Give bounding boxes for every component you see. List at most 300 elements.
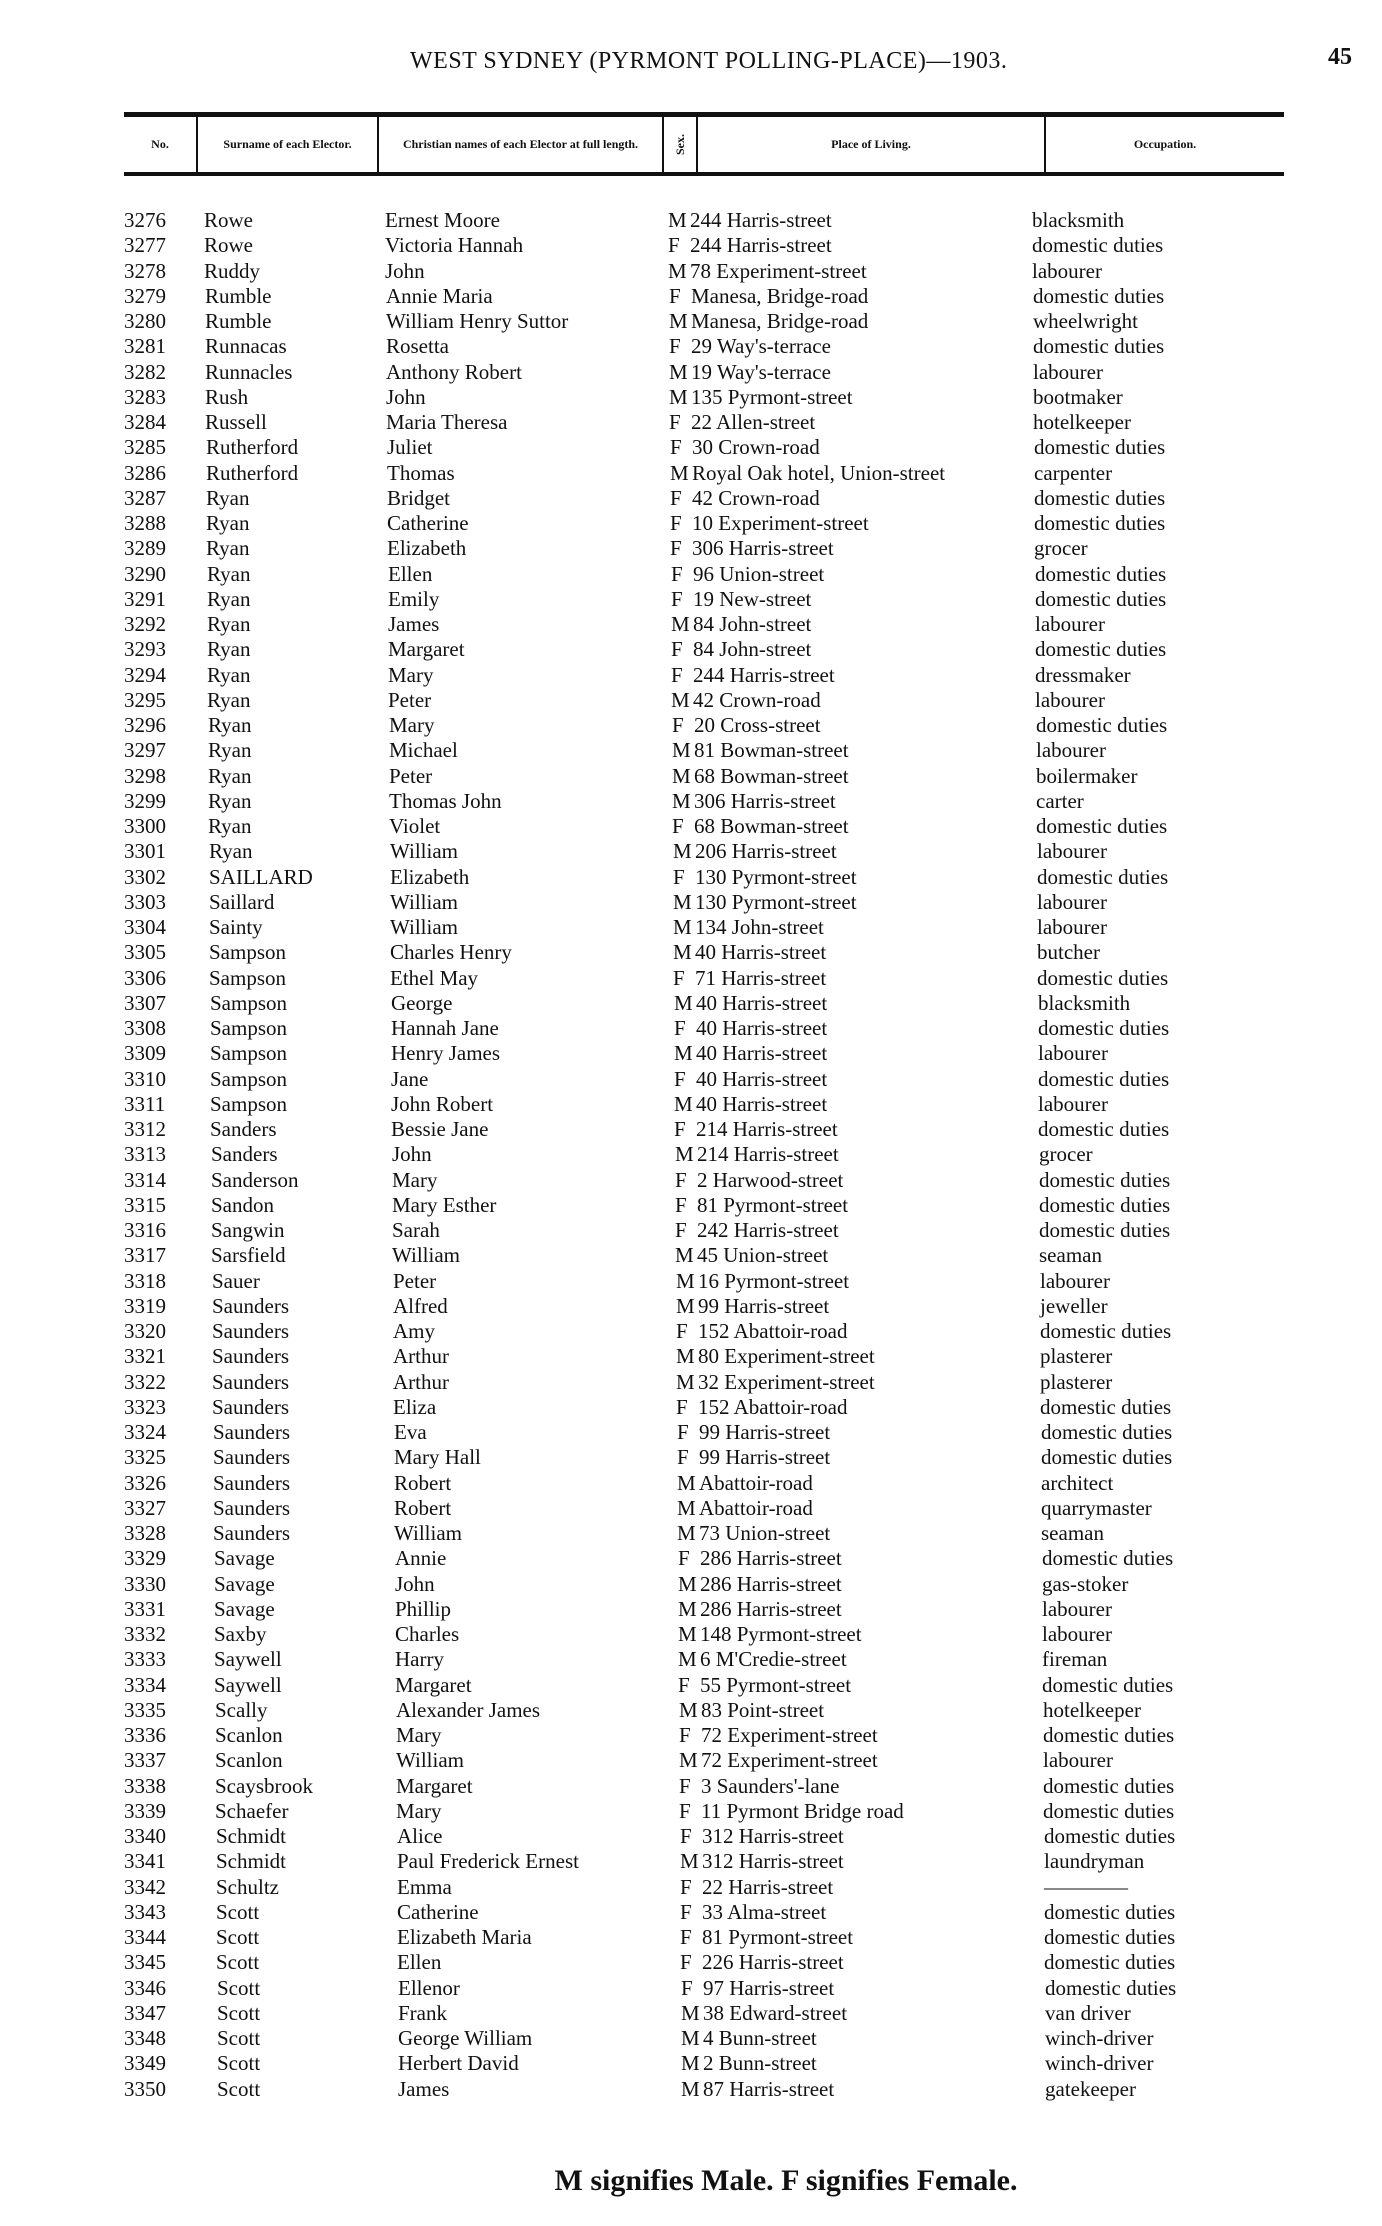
elector-occupation: labourer bbox=[1038, 1041, 1108, 1066]
elector-sex: F bbox=[675, 1218, 687, 1242]
electors-list bbox=[0, 208, 1382, 2102]
elector-place-of-living: 214 Harris-street bbox=[696, 1117, 838, 1141]
elector-sex: M bbox=[680, 1849, 699, 1874]
elector-sex: F bbox=[680, 1925, 692, 1949]
elector-number: 3284 bbox=[124, 410, 166, 434]
elector-place-of-living: 6 M'Credie-street bbox=[700, 1647, 847, 1672]
elector-number: 3322 bbox=[124, 1369, 166, 1394]
elector-surname: Rush bbox=[205, 384, 249, 409]
elector-sex: F bbox=[675, 1167, 687, 1192]
elector-occupation: jeweller bbox=[1040, 1293, 1108, 1318]
elector-occupation: boilermaker bbox=[1036, 763, 1138, 788]
elector-christian-names: Frank bbox=[398, 2000, 447, 2025]
elector-occupation: domestic duties bbox=[1044, 1824, 1176, 1848]
elector-occupation: labourer bbox=[1042, 1622, 1112, 1646]
elector-number: 3309 bbox=[124, 1041, 166, 1066]
elector-occupation: gas-stoker bbox=[1042, 1571, 1129, 1596]
elector-surname: Sanderson bbox=[211, 1167, 299, 1192]
elector-place-of-living: 38 Edward-street bbox=[703, 2000, 848, 2025]
elector-occupation: domestic duties bbox=[1043, 1723, 1175, 1747]
elector-row bbox=[0, 486, 1382, 511]
elector-row bbox=[0, 1294, 1382, 1319]
elector-occupation: domestic duties bbox=[1039, 1218, 1171, 1242]
elector-place-of-living: 42 Crown-road bbox=[692, 485, 820, 510]
elector-row bbox=[0, 1647, 1382, 1672]
elector-sex: M bbox=[669, 309, 688, 333]
elector-surname: Scally bbox=[215, 1697, 268, 1722]
elector-place-of-living: 84 John-street bbox=[693, 612, 812, 636]
elector-number: 3282 bbox=[124, 359, 166, 384]
elector-sex: F bbox=[670, 485, 682, 510]
elector-christian-names: William bbox=[396, 1748, 464, 1773]
elector-number: 3304 bbox=[124, 915, 166, 939]
elector-christian-names: James bbox=[398, 2076, 450, 2101]
elector-christian-names: Charles bbox=[395, 1622, 460, 1646]
elector-christian-names: Michael bbox=[389, 738, 458, 763]
elector-number: 3285 bbox=[124, 435, 166, 460]
elector-row bbox=[0, 1117, 1382, 1142]
elector-occupation: domestic duties bbox=[1044, 1950, 1176, 1975]
elector-place-of-living: 84 John-street bbox=[693, 637, 812, 662]
elector-christian-names: Arthur bbox=[393, 1344, 449, 1369]
elector-sex: M bbox=[673, 915, 692, 939]
elector-number: 3291 bbox=[124, 586, 166, 611]
elector-sex: F bbox=[679, 1773, 691, 1798]
elector-surname: Scanlon bbox=[215, 1723, 283, 1747]
elector-row bbox=[0, 1420, 1382, 1445]
elector-christian-names: John bbox=[386, 384, 426, 409]
elector-place-of-living: 99 Harris-street bbox=[698, 1293, 830, 1318]
elector-christian-names: Herbert David bbox=[398, 2051, 519, 2076]
elector-christian-names: Sarah bbox=[392, 1218, 440, 1242]
elector-number: 3320 bbox=[124, 1319, 166, 1343]
elector-row bbox=[0, 1950, 1382, 1975]
elector-row bbox=[0, 1976, 1382, 2001]
elector-sex: M bbox=[671, 612, 690, 636]
elector-christian-names: Mary Hall bbox=[394, 1445, 481, 1470]
elector-sex: F bbox=[668, 233, 680, 258]
elector-occupation: labourer bbox=[1037, 839, 1107, 864]
elector-place-of-living: 135 Pyrmont-street bbox=[691, 384, 853, 409]
elector-row bbox=[0, 536, 1382, 561]
elector-surname: Sarsfield bbox=[211, 1243, 286, 1268]
elector-surname: Ryan bbox=[208, 788, 252, 813]
elector-sex: F bbox=[673, 864, 685, 889]
elector-number: 3334 bbox=[124, 1672, 166, 1697]
elector-sex: M bbox=[672, 763, 691, 788]
elector-place-of-living: 45 Union-street bbox=[697, 1243, 829, 1268]
elector-surname: Rutherford bbox=[206, 460, 299, 485]
elector-occupation: domestic duties bbox=[1040, 1319, 1172, 1343]
elector-row bbox=[0, 2077, 1382, 2102]
elector-christian-names: William bbox=[392, 1243, 460, 1268]
elector-row bbox=[0, 1925, 1382, 1950]
elector-number: 3288 bbox=[124, 511, 166, 535]
elector-sex: F bbox=[670, 511, 682, 535]
elector-sex: M bbox=[679, 1748, 698, 1773]
elector-sex: M bbox=[679, 1697, 698, 1722]
elector-number: 3316 bbox=[124, 1218, 166, 1242]
elector-christian-names: William Henry Suttor bbox=[386, 309, 569, 333]
elector-row bbox=[0, 1799, 1382, 1824]
elector-row bbox=[0, 1723, 1382, 1748]
elector-number: 3298 bbox=[124, 763, 166, 788]
elector-number: 3349 bbox=[124, 2051, 166, 2076]
elector-number: 3342 bbox=[124, 1874, 166, 1899]
elector-occupation: ———— bbox=[1044, 1874, 1128, 1899]
elector-place-of-living: 206 Harris-street bbox=[695, 839, 837, 864]
elector-place-of-living: 40 Harris-street bbox=[696, 990, 828, 1015]
elector-surname: Scott bbox=[216, 1925, 260, 1949]
elector-occupation: domestic duties bbox=[1032, 233, 1164, 258]
elector-place-of-living: 40 Harris-street bbox=[696, 1066, 828, 1091]
elector-occupation: hotelkeeper bbox=[1033, 410, 1131, 434]
elector-sex: M bbox=[678, 1596, 697, 1621]
elector-number: 3347 bbox=[124, 2000, 166, 2025]
elector-row bbox=[0, 2026, 1382, 2051]
elector-surname: Saunders bbox=[213, 1495, 290, 1520]
elector-row bbox=[0, 1849, 1382, 1874]
elector-christian-names: Elizabeth bbox=[387, 536, 467, 561]
elector-christian-names: Alfred bbox=[393, 1293, 448, 1318]
elector-row bbox=[0, 562, 1382, 587]
elector-christian-names: Margaret bbox=[396, 1773, 473, 1798]
elector-number: 3293 bbox=[124, 637, 166, 662]
elector-sex: M bbox=[672, 788, 691, 813]
elector-sex: F bbox=[671, 561, 683, 586]
elector-christian-names: Bridget bbox=[387, 485, 450, 510]
elector-occupation: labourer bbox=[1032, 258, 1102, 283]
elector-occupation: wheelwright bbox=[1033, 309, 1138, 333]
elector-sex: F bbox=[674, 1117, 686, 1141]
elector-christian-names: Mary bbox=[392, 1167, 438, 1192]
elector-christian-names: Peter bbox=[388, 687, 432, 712]
elector-place-of-living: 312 Harris-street bbox=[702, 1849, 844, 1874]
elector-christian-names: Peter bbox=[393, 1268, 437, 1293]
elector-christian-names: Mary bbox=[396, 1723, 442, 1747]
elector-row bbox=[0, 1218, 1382, 1243]
elector-sex: M bbox=[677, 1470, 696, 1495]
elector-christian-names: Catherine bbox=[397, 1899, 479, 1924]
elector-place-of-living: 78 Experiment-street bbox=[690, 258, 867, 283]
elector-surname: Sainty bbox=[209, 915, 263, 939]
elector-number: 3331 bbox=[124, 1596, 166, 1621]
elector-christian-names: Ernest Moore bbox=[385, 208, 500, 232]
elector-sex: F bbox=[680, 1824, 692, 1848]
elector-row bbox=[0, 738, 1382, 763]
elector-place-of-living: 97 Harris-street bbox=[703, 1975, 835, 2000]
elector-occupation: seaman bbox=[1039, 1243, 1102, 1268]
elector-place-of-living: 10 Experiment-street bbox=[692, 511, 869, 535]
elector-occupation: labourer bbox=[1040, 1268, 1110, 1293]
elector-surname: Scott bbox=[217, 2026, 261, 2050]
elector-number: 3294 bbox=[124, 662, 166, 687]
elector-row bbox=[0, 2051, 1382, 2076]
elector-sex: F bbox=[670, 435, 682, 460]
elector-sex: M bbox=[676, 1344, 695, 1369]
elector-row bbox=[0, 284, 1382, 309]
elector-place-of-living: 152 Abattoir-road bbox=[698, 1394, 848, 1419]
elector-surname: Scott bbox=[216, 1950, 260, 1975]
elector-occupation: domestic duties bbox=[1045, 1975, 1177, 2000]
elector-surname: Schultz bbox=[216, 1874, 279, 1899]
elector-christian-names: Henry James bbox=[391, 1041, 501, 1066]
elector-surname: Scott bbox=[216, 1899, 260, 1924]
elector-sex: M bbox=[671, 687, 690, 712]
page-title: WEST SYDNEY (PYRMONT POLLING-PLACE)—1903. bbox=[410, 48, 1008, 74]
elector-row bbox=[0, 1092, 1382, 1117]
sex-legend-text: M signifies Male. F signifies Female. bbox=[554, 2164, 1018, 2197]
elector-christian-names: Mary bbox=[388, 662, 434, 687]
sex-legend bbox=[0, 2164, 1382, 2198]
elector-occupation: hotelkeeper bbox=[1043, 1697, 1141, 1722]
elector-sex: F bbox=[680, 1899, 692, 1924]
elector-sex: M bbox=[676, 1369, 695, 1394]
elector-occupation: domestic duties bbox=[1034, 485, 1166, 510]
elector-number: 3287 bbox=[124, 485, 166, 510]
elector-number: 3296 bbox=[124, 713, 166, 737]
elector-christian-names: Harry bbox=[395, 1647, 444, 1672]
elector-occupation: architect bbox=[1041, 1470, 1114, 1495]
elector-occupation: domestic duties bbox=[1039, 1167, 1171, 1192]
elector-row bbox=[0, 1875, 1382, 1900]
elector-place-of-living: 40 Harris-street bbox=[696, 1091, 828, 1116]
elector-occupation: winch-driver bbox=[1045, 2026, 1154, 2050]
elector-number: 3300 bbox=[124, 814, 166, 838]
elector-sex: F bbox=[670, 536, 682, 561]
elector-occupation: domestic duties bbox=[1038, 1066, 1170, 1091]
elector-place-of-living: 42 Crown-road bbox=[693, 687, 821, 712]
elector-number: 3323 bbox=[124, 1394, 166, 1419]
elector-sex: F bbox=[672, 814, 684, 838]
elector-row bbox=[0, 865, 1382, 890]
elector-surname: Saunders bbox=[212, 1394, 289, 1419]
elector-surname: Saunders bbox=[213, 1445, 290, 1470]
elector-christian-names: Margaret bbox=[388, 637, 465, 662]
elector-occupation: quarrymaster bbox=[1041, 1495, 1152, 1520]
elector-number: 3340 bbox=[124, 1824, 166, 1848]
elector-sex: M bbox=[673, 889, 692, 914]
elector-number: 3328 bbox=[124, 1521, 166, 1545]
elector-occupation: grocer bbox=[1039, 1142, 1093, 1167]
elector-row bbox=[0, 233, 1382, 258]
elector-surname: Schaefer bbox=[215, 1798, 289, 1823]
elector-christian-names: Eva bbox=[394, 1420, 427, 1444]
elector-row bbox=[0, 1067, 1382, 1092]
elector-surname: Ryan bbox=[208, 738, 252, 763]
elector-row bbox=[0, 688, 1382, 713]
elector-christian-names: Juliet bbox=[387, 435, 433, 460]
elector-surname: Rutherford bbox=[206, 435, 299, 460]
elector-surname: Sampson bbox=[209, 965, 287, 990]
elector-occupation: labourer bbox=[1033, 359, 1103, 384]
elector-sex: F bbox=[671, 586, 683, 611]
elector-place-of-living: 55 Pyrmont-street bbox=[700, 1672, 852, 1697]
elector-place-of-living: 33 Alma-street bbox=[702, 1899, 827, 1924]
elector-place-of-living: 286 Harris-street bbox=[700, 1546, 842, 1571]
elector-row bbox=[0, 334, 1382, 359]
elector-row bbox=[0, 1546, 1382, 1571]
elector-row bbox=[0, 208, 1382, 233]
elector-surname: Sanders bbox=[211, 1142, 278, 1167]
elector-row bbox=[0, 1824, 1382, 1849]
elector-number: 3326 bbox=[124, 1470, 166, 1495]
elector-surname: Savage bbox=[214, 1546, 275, 1571]
elector-number: 3318 bbox=[124, 1268, 166, 1293]
elector-sex: M bbox=[668, 208, 687, 232]
elector-sex: M bbox=[678, 1571, 697, 1596]
elector-sex: M bbox=[672, 738, 691, 763]
elector-christian-names: Mary bbox=[396, 1798, 442, 1823]
elector-occupation: grocer bbox=[1034, 536, 1088, 561]
elector-christian-names: George William bbox=[398, 2026, 533, 2050]
elector-sex: F bbox=[680, 1950, 692, 1975]
elector-christian-names: Emily bbox=[388, 586, 440, 611]
elector-row bbox=[0, 1370, 1382, 1395]
elector-sex: F bbox=[669, 334, 681, 359]
elector-row bbox=[0, 259, 1382, 284]
elector-occupation: domestic duties bbox=[1033, 283, 1165, 308]
elector-occupation: dressmaker bbox=[1035, 662, 1131, 687]
elector-place-of-living: 87 Harris-street bbox=[703, 2076, 835, 2101]
elector-christian-names: Robert bbox=[394, 1470, 452, 1495]
elector-surname: Ryan bbox=[209, 839, 253, 864]
elector-place-of-living: 3 Saunders'-lane bbox=[701, 1773, 840, 1798]
elector-surname: Saunders bbox=[213, 1420, 290, 1444]
elector-row bbox=[0, 511, 1382, 536]
elector-place-of-living: Abattoir-road bbox=[699, 1495, 813, 1520]
elector-christian-names: William bbox=[394, 1521, 462, 1545]
elector-row bbox=[0, 1243, 1382, 1268]
elector-occupation: domestic duties bbox=[1038, 1016, 1170, 1040]
elector-sex: F bbox=[679, 1798, 691, 1823]
elector-row bbox=[0, 637, 1382, 662]
elector-sex: F bbox=[678, 1672, 690, 1697]
elector-sex: M bbox=[675, 1243, 694, 1268]
elector-occupation: domestic duties bbox=[1042, 1546, 1174, 1571]
elector-christian-names: Amy bbox=[393, 1319, 435, 1343]
elector-row bbox=[0, 1269, 1382, 1294]
elector-occupation: domestic duties bbox=[1036, 713, 1168, 737]
elector-row bbox=[0, 1572, 1382, 1597]
elector-occupation: domestic duties bbox=[1040, 1394, 1172, 1419]
elector-sex: M bbox=[678, 1647, 697, 1672]
elector-place-of-living: 286 Harris-street bbox=[700, 1571, 842, 1596]
elector-place-of-living: 286 Harris-street bbox=[700, 1596, 842, 1621]
elector-row bbox=[0, 1016, 1382, 1041]
page-header bbox=[0, 44, 1382, 80]
elector-surname: Sampson bbox=[210, 1066, 288, 1091]
elector-christian-names: Annie bbox=[395, 1546, 447, 1571]
elector-number: 3310 bbox=[124, 1066, 166, 1091]
elector-row bbox=[0, 713, 1382, 738]
elector-christian-names: Victoria Hannah bbox=[385, 233, 524, 258]
elector-surname: Ryan bbox=[208, 814, 252, 838]
elector-sex: F bbox=[671, 637, 683, 662]
elector-row bbox=[0, 360, 1382, 385]
elector-number: 3295 bbox=[124, 687, 166, 712]
elector-place-of-living: Royal Oak hotel, Union-street bbox=[692, 460, 946, 485]
elector-christian-names: William bbox=[390, 889, 458, 914]
elector-place-of-living: 306 Harris-street bbox=[694, 788, 836, 813]
elector-number: 3281 bbox=[124, 334, 166, 359]
elector-christian-names: Mary Esther bbox=[392, 1192, 497, 1217]
elector-number: 3280 bbox=[124, 309, 166, 333]
page-number: 45 bbox=[1328, 44, 1352, 70]
elector-number: 3319 bbox=[124, 1293, 166, 1318]
elector-number: 3314 bbox=[124, 1167, 166, 1192]
elector-row bbox=[0, 461, 1382, 486]
elector-sex: F bbox=[681, 1975, 693, 2000]
elector-number: 3311 bbox=[124, 1091, 166, 1116]
elector-place-of-living: 29 Way's-terrace bbox=[691, 334, 831, 359]
elector-surname: Scott bbox=[217, 2051, 261, 2076]
elector-number: 3330 bbox=[124, 1571, 166, 1596]
elector-surname: Savage bbox=[214, 1596, 275, 1621]
elector-christian-names: Bessie Jane bbox=[391, 1117, 489, 1141]
elector-row bbox=[0, 587, 1382, 612]
elector-occupation: carter bbox=[1036, 788, 1084, 813]
elector-row bbox=[0, 1395, 1382, 1420]
elector-number: 3315 bbox=[124, 1192, 166, 1217]
elector-surname: Saunders bbox=[212, 1319, 289, 1343]
elector-number: 3346 bbox=[124, 1975, 166, 2000]
elector-surname: Saunders bbox=[212, 1369, 289, 1394]
elector-christian-names: William bbox=[390, 839, 458, 864]
elector-row bbox=[0, 940, 1382, 965]
elector-row bbox=[0, 2001, 1382, 2026]
elector-number: 3299 bbox=[124, 788, 166, 813]
elector-sex: M bbox=[673, 839, 692, 864]
elector-christian-names: Maria Theresa bbox=[386, 410, 508, 434]
elector-occupation: domestic duties bbox=[1039, 1192, 1171, 1217]
elector-sex: M bbox=[681, 2076, 700, 2101]
elector-christian-names: Mary bbox=[389, 713, 435, 737]
elector-surname: Sampson bbox=[210, 1041, 288, 1066]
elector-place-of-living: 81 Bowman-street bbox=[694, 738, 849, 763]
elector-number: 3277 bbox=[124, 233, 166, 258]
elector-sex: M bbox=[670, 460, 689, 485]
elector-number: 3332 bbox=[124, 1622, 166, 1646]
elector-occupation: domestic duties bbox=[1044, 1925, 1176, 1949]
elector-surname: Saunders bbox=[213, 1470, 290, 1495]
elector-place-of-living: 96 Union-street bbox=[693, 561, 825, 586]
elector-occupation: plasterer bbox=[1040, 1344, 1113, 1369]
elector-row bbox=[0, 1673, 1382, 1698]
elector-surname: Ryan bbox=[207, 612, 251, 636]
elector-sex: M bbox=[668, 258, 687, 283]
elector-surname: Scott bbox=[217, 2076, 261, 2101]
elector-place-of-living: 71 Harris-street bbox=[695, 965, 827, 990]
elector-christian-names: Alice bbox=[397, 1824, 443, 1848]
elector-surname: Rowe bbox=[204, 233, 253, 258]
elector-number: 3303 bbox=[124, 889, 166, 914]
elector-surname: Sampson bbox=[210, 1016, 288, 1040]
elector-place-of-living: 72 Experiment-street bbox=[701, 1723, 878, 1747]
elector-occupation: domestic duties bbox=[1043, 1798, 1175, 1823]
col-head-surname: Surname of each Elector. bbox=[198, 117, 379, 172]
elector-christian-names: Charles Henry bbox=[390, 940, 512, 965]
elector-occupation: laundryman bbox=[1044, 1849, 1145, 1874]
elector-surname: Ryan bbox=[207, 637, 251, 662]
elector-row bbox=[0, 385, 1382, 410]
elector-christian-names: Ellenor bbox=[398, 1975, 460, 2000]
elector-number: 3297 bbox=[124, 738, 166, 763]
header-rule-bottom bbox=[124, 172, 1284, 176]
elector-sex: F bbox=[674, 1016, 686, 1040]
elector-number: 3341 bbox=[124, 1849, 166, 1874]
elector-surname: Saunders bbox=[213, 1521, 290, 1545]
